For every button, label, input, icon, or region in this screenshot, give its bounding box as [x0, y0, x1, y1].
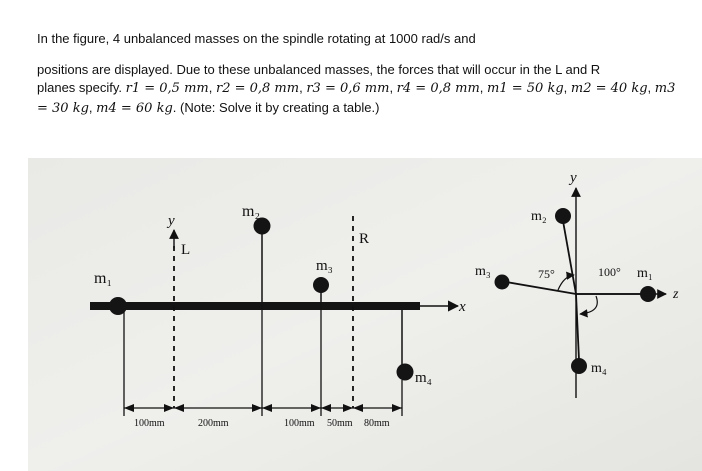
x-axis-label: x: [459, 299, 466, 315]
question-line-4: = 30 kg, m4 = 60 kg. (Note: Solve it by creating a table.): [37, 99, 380, 116]
figure-drawing: [28, 158, 702, 471]
shaft: [90, 302, 420, 310]
dimension-label-3: 100mm: [284, 418, 315, 429]
y-axis-label: y: [168, 213, 175, 229]
side-label-m4: m₄: [415, 370, 432, 386]
end-mass-m4: [571, 358, 587, 374]
value-r2: r2 = 0,8 mm: [215, 81, 300, 96]
dimension-label-2: 200mm: [198, 418, 229, 429]
value-r4: r4 = 0,8 mm: [396, 81, 480, 96]
plane-R-label: R: [359, 231, 370, 247]
question-text: [37, 30, 677, 118]
side-label-m3: m₃: [316, 258, 333, 274]
end-label-m2: m₂: [531, 209, 547, 224]
side-mass-m3: [313, 277, 329, 293]
end-label-m4: m₄: [591, 361, 607, 376]
question-line-3: planes specify. r1 = 0,5 mm, r2 = 0,8 mm, r3 = 0,6 mm, r4 = 0,8 mm, m1 = 50 kg, m2 = 40 kg, m3: [37, 80, 676, 96]
value-m3-prefix: m3: [654, 81, 676, 96]
plane-L-label: L: [181, 242, 191, 258]
end-label-m1: m₁: [637, 266, 653, 281]
side-mass-m2: [254, 218, 271, 235]
value-m2: m2 = 40 kg: [570, 81, 648, 96]
end-mass-m3: [495, 275, 510, 290]
question-line-3-start: planes specify.: [37, 80, 126, 95]
question-line-1: In the figure, 4 unbalanced masses on the spindle rotating at 1000 rad/s and: [37, 31, 476, 46]
value-r3: r3 = 0,6 mm: [306, 81, 390, 96]
value-r1: r1 = 0,5 mm: [125, 81, 209, 96]
figure-photo: [28, 158, 702, 471]
angle-label-100: 100°: [598, 265, 621, 279]
end-z-axis-label: z: [673, 287, 679, 302]
end-mass-m2: [555, 208, 571, 224]
angle-label-75: 75°: [538, 267, 555, 281]
value-m4: m4 = 60 kg: [96, 100, 173, 116]
question-note: (Note: Solve it by creating a table.): [176, 99, 380, 115]
dimension-label-1: 100mm: [134, 418, 165, 429]
dimension-label-4: 50mm: [327, 418, 353, 429]
end-mass-m1: [640, 286, 656, 302]
end-label-m3: m₃: [475, 264, 491, 279]
question-line-2: positions are displayed. Due to these unbalanced masses, the forces that will occur in the L and R: [37, 61, 601, 77]
end-y-axis-label: y: [570, 170, 577, 186]
side-label-m2: m₂: [242, 203, 261, 220]
value-m3: = 30 kg: [37, 100, 89, 116]
value-m1: m1 = 50 kg: [487, 81, 564, 96]
side-label-m1: m₁: [94, 270, 113, 287]
dimension-label-5: 80mm: [364, 418, 390, 429]
side-mass-m4: [397, 364, 414, 381]
